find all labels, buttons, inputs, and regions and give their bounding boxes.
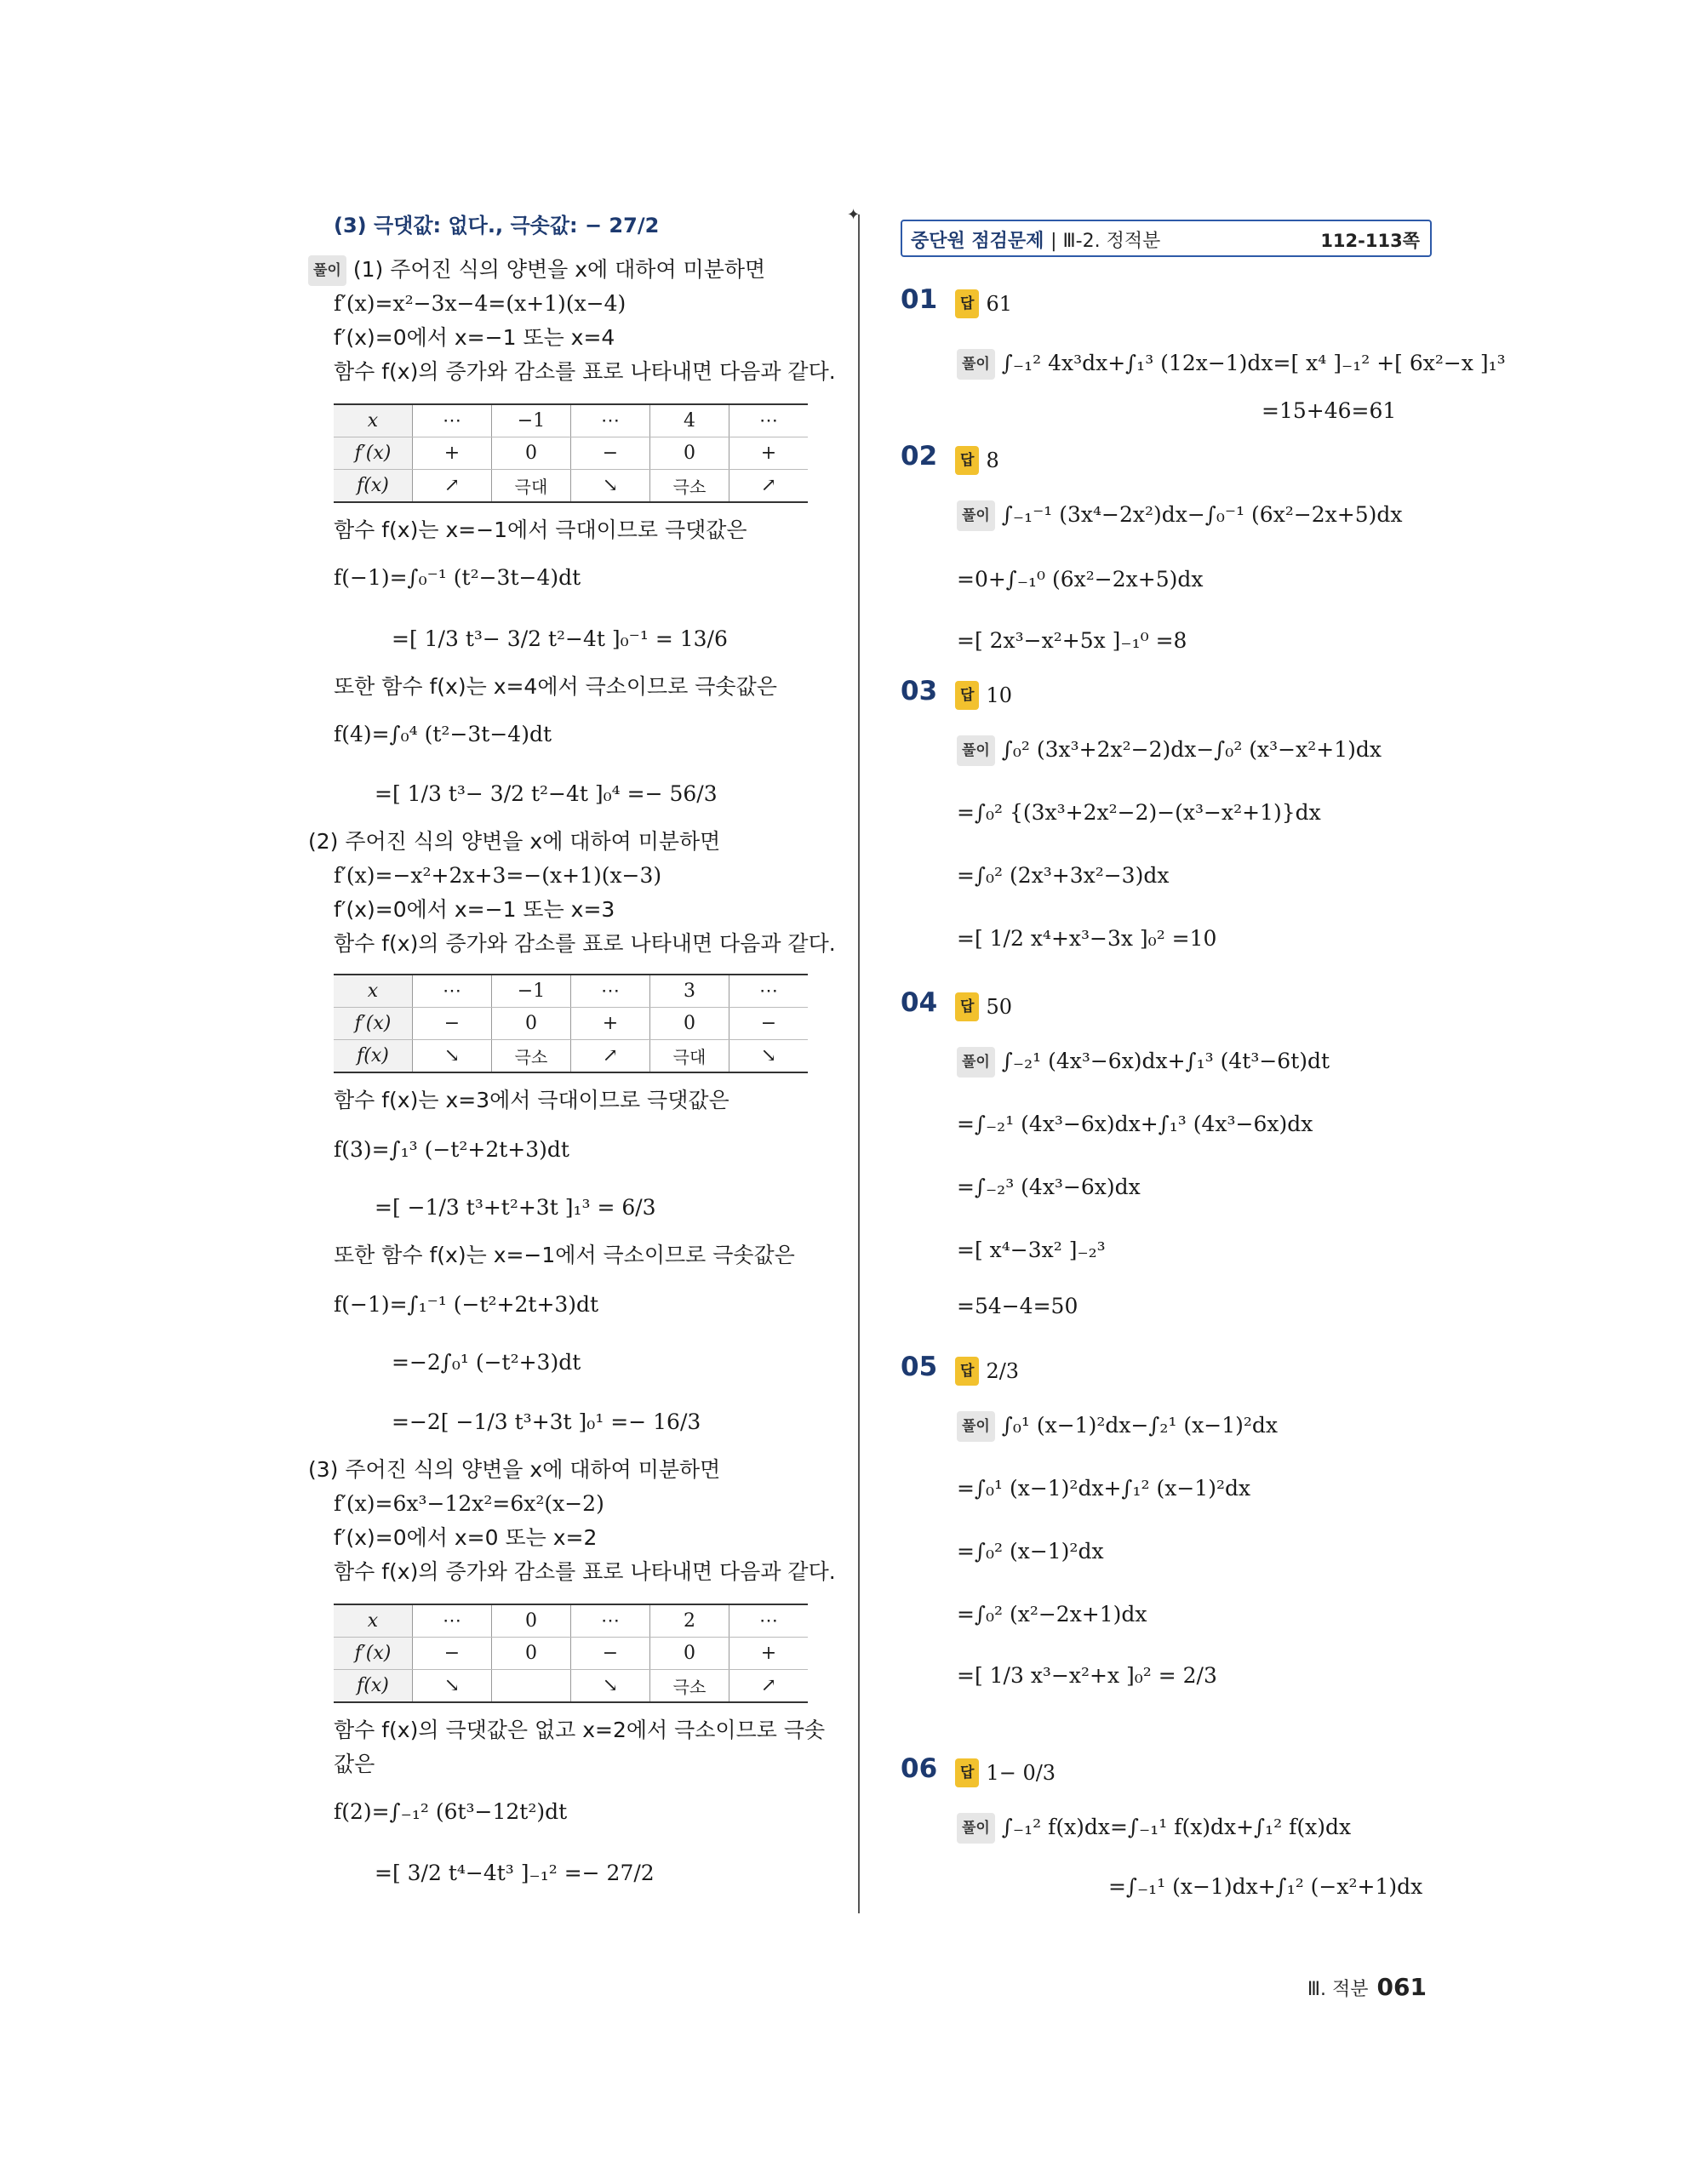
p1-line7: 또한 함수 f(x)는 x=4에서 극소이므로 극솟값은 xyxy=(334,674,777,699)
table1-cell: −1 xyxy=(492,404,571,437)
solution-label: 풀이 xyxy=(957,1411,995,1442)
table1-cell: f(x) xyxy=(334,470,413,503)
problem-number: 01 xyxy=(901,284,938,315)
answer-value: 61 xyxy=(986,292,1012,316)
answer-label: 답 xyxy=(955,1357,979,1386)
table3-cell: 0 xyxy=(650,1638,729,1670)
answer-label: 답 xyxy=(955,289,979,318)
answer-line xyxy=(955,1758,1056,1787)
p1-intro: 풀이 (1) 주어진 식의 양변을 x에 대하여 미분하면 xyxy=(308,255,765,286)
solution-line: =∫₀² {(3x³+2x²−2)−(x³−x²+1)}dx xyxy=(957,800,1321,825)
table1-cell: ↗ xyxy=(413,470,492,503)
answer-line xyxy=(955,446,999,475)
table1-cell: f′(x) xyxy=(334,437,413,470)
p1-line2: f′(x)=0에서 x=−1 또는 x=4 xyxy=(334,325,615,350)
table2-cell: ↗ xyxy=(571,1040,650,1073)
solution-line: =∫₀² (2x³+3x²−3)dx xyxy=(957,863,1170,888)
table2-cell: 0 xyxy=(650,1008,729,1040)
p2-line2: f′(x)=0에서 x=−1 또는 x=3 xyxy=(334,897,615,922)
table3-cell: ↘ xyxy=(571,1670,650,1703)
p1-line9: =[ 1/3 t³− 3/2 t²−4t ]₀⁴ =− 56/3 xyxy=(375,781,718,806)
p2-line9: =−2∫₀¹ (−t²+3)dt xyxy=(392,1350,581,1375)
table2-cell: ⋯ xyxy=(571,975,650,1008)
table2-cell: f′(x) xyxy=(334,1008,413,1040)
solution-line: =∫₋₂¹ (4x³−6x)dx+∫₁³ (4x³−6x)dx xyxy=(957,1112,1313,1136)
table2-row xyxy=(334,1008,808,1040)
problem-number: 02 xyxy=(901,441,938,472)
solution-line: =54−4=50 xyxy=(957,1294,1078,1318)
solution-line: 풀이 ∫₀² (3x³+2x²−2)dx−∫₀² (x³−x²+1)dx xyxy=(957,735,1382,766)
solution-line: =[ x⁴−3x² ]₋₂³ xyxy=(957,1238,1106,1262)
solution-line: =[ 1/2 x⁴+x³−3x ]₀² =10 xyxy=(957,926,1217,951)
table3-row xyxy=(334,1670,808,1703)
footer-section: Ⅲ. 적분 xyxy=(1307,1979,1369,2000)
answer-line xyxy=(955,1357,1019,1386)
table2-cell: 극대 xyxy=(650,1040,729,1073)
table1-cell: 극소 xyxy=(650,470,729,503)
table3-cell: − xyxy=(571,1638,650,1670)
section-subtitle: | Ⅲ-2. 정적분 xyxy=(1050,231,1161,252)
section-header xyxy=(901,220,1432,257)
table2-cell: f(x) xyxy=(334,1040,413,1073)
table1-cell: ⋯ xyxy=(729,404,809,437)
solution-line: 풀이 ∫₋₁⁻¹ (3x⁴−2x²)dx−∫₀⁻¹ (6x²−2x+5)dx xyxy=(957,500,1402,531)
table1-row xyxy=(334,437,808,470)
answer-value: 1− 0/3 xyxy=(986,1761,1056,1785)
table2-cell: ↘ xyxy=(413,1040,492,1073)
solution-line: =0+∫₋₁⁰ (6x²−2x+5)dx xyxy=(957,567,1204,592)
answer-label: 답 xyxy=(955,992,979,1021)
solution-label: 풀이 xyxy=(308,255,346,286)
variation-table-1 xyxy=(334,403,808,503)
answer-label: 답 xyxy=(955,446,979,475)
table3-cell: ⋯ xyxy=(571,1604,650,1638)
solution-label: 풀이 xyxy=(957,500,995,531)
table1-cell: + xyxy=(729,437,809,470)
answer-value: 10 xyxy=(986,683,1012,707)
page-number: 061 xyxy=(1376,1973,1427,2001)
table1-cell: ⋯ xyxy=(413,404,492,437)
table3-cell: ⋯ xyxy=(413,1604,492,1638)
table2-cell: 3 xyxy=(650,975,729,1008)
table3-row xyxy=(334,1638,808,1670)
answer-label: 답 xyxy=(955,681,979,710)
table3-cell: 2 xyxy=(650,1604,729,1638)
table2-cell: ⋯ xyxy=(413,975,492,1008)
table3-cell: ↘ xyxy=(413,1670,492,1703)
p1-line8: f(4)=∫₀⁴ (t²−3t−4)dt xyxy=(334,722,552,746)
variation-table-2 xyxy=(334,974,808,1073)
solution-line: =∫₋₂³ (4x³−6x)dx xyxy=(957,1175,1141,1199)
table1-cell: 0 xyxy=(650,437,729,470)
p3-line1: f′(x)=6x³−12x²=6x²(x−2) xyxy=(334,1491,604,1516)
problem-number: 03 xyxy=(901,676,938,706)
p2-line3: 함수 f(x)의 증가와 감소를 표로 나타내면 다음과 같다. xyxy=(334,931,836,956)
solution-line: =∫₀¹ (x−1)²dx+∫₁² (x−1)²dx xyxy=(957,1476,1251,1501)
section-title: 중단원 점검문제 | Ⅲ-2. 정적분 xyxy=(911,231,1161,252)
table3-cell: 0 xyxy=(492,1638,571,1670)
column-divider xyxy=(858,214,860,1913)
p2-line10: =−2[ −1/3 t³+3t ]₀¹ =− 16/3 xyxy=(392,1409,701,1434)
p2-line5: f(3)=∫₁³ (−t²+2t+3)dt xyxy=(334,1137,569,1162)
table2-cell: + xyxy=(571,1008,650,1040)
table3-cell: − xyxy=(413,1638,492,1670)
solution-line: =[ 2x³−x²+5x ]₋₁⁰ =8 xyxy=(957,628,1187,653)
solution-line: =15+46=61 xyxy=(1262,398,1397,423)
table3-cell: ↗ xyxy=(729,1670,809,1703)
solution-line: =∫₀² (x²−2x+1)dx xyxy=(957,1602,1147,1627)
solution-label: 풀이 xyxy=(957,349,995,380)
answer-line xyxy=(955,992,1012,1021)
table3-cell: ⋯ xyxy=(729,1604,809,1638)
table3-cell: f(x) xyxy=(334,1670,413,1703)
table3-cell: 0 xyxy=(492,1604,571,1638)
answer-label: 답 xyxy=(955,1758,979,1787)
p1-line6: =[ 1/3 t³− 3/2 t²−4t ]₀⁻¹ = 13/6 xyxy=(392,626,728,651)
p3-line2: f′(x)=0에서 x=0 또는 x=2 xyxy=(334,1525,598,1550)
variation-table-3 xyxy=(334,1604,808,1703)
bookmark-icon: ✦ xyxy=(847,206,861,224)
solution-label: 풀이 xyxy=(957,1047,995,1078)
table1-cell: 4 xyxy=(650,404,729,437)
p1-line3: 함수 f(x)의 증가와 감소를 표로 나타내면 다음과 같다. xyxy=(334,359,836,384)
solution-line: 풀이 ∫₀¹ (x−1)²dx−∫₂¹ (x−1)²dx xyxy=(957,1411,1278,1442)
p2-line4: 함수 f(x)는 x=3에서 극대이므로 극댓값은 xyxy=(334,1088,729,1112)
solution-line: 풀이 ∫₋₂¹ (4x³−6x)dx+∫₁³ (4t³−6t)dt xyxy=(957,1047,1330,1078)
table2-cell: 극소 xyxy=(492,1040,571,1073)
answer-value: 8 xyxy=(986,449,999,472)
table1-row xyxy=(334,470,808,503)
table2-cell: ⋯ xyxy=(729,975,809,1008)
p3-line5: 값은 xyxy=(334,1752,375,1776)
p1-line5: f(−1)=∫₀⁻¹ (t²−3t−4)dt xyxy=(334,565,581,590)
table1-cell: 0 xyxy=(492,437,571,470)
solution-line: 풀이 ∫₋₁² f(x)dx=∫₋₁¹ f(x)dx+∫₁² f(x)dx xyxy=(957,1813,1351,1844)
table2-row xyxy=(334,1040,808,1073)
table1-cell: ↗ xyxy=(729,470,809,503)
solution-line: =∫₀² (x−1)²dx xyxy=(957,1539,1104,1564)
table1-row xyxy=(334,404,808,437)
table3-row xyxy=(334,1604,808,1638)
p2-line8: f(−1)=∫₁⁻¹ (−t²+2t+3)dt xyxy=(334,1292,599,1317)
p2-line6: =[ −1/3 t³+t²+3t ]₁³ = 6/3 xyxy=(375,1195,656,1220)
solution-label: 풀이 xyxy=(957,735,995,766)
answer-line xyxy=(955,681,1012,710)
table1-cell: − xyxy=(571,437,650,470)
table3-cell: x xyxy=(334,1604,413,1638)
page-range: 112-113쪽 xyxy=(1320,231,1420,251)
top-answer: (3) 극댓값: 없다., 극솟값: − 27/2 xyxy=(334,214,660,237)
table3-cell: f′(x) xyxy=(334,1638,413,1670)
table1-cell: 극대 xyxy=(492,470,571,503)
table3-cell: + xyxy=(729,1638,809,1670)
solution-line: =[ 1/3 x³−x²+x ]₀² = 2/3 xyxy=(957,1663,1217,1688)
table2-cell: − xyxy=(729,1008,809,1040)
p3-intro: (3) 주어진 식의 양변을 x에 대하여 미분하면 xyxy=(308,1457,721,1482)
table2-cell: x xyxy=(334,975,413,1008)
p2-intro: (2) 주어진 식의 양변을 x에 대하여 미분하면 xyxy=(308,829,721,854)
p2-line7: 또한 함수 f(x)는 x=−1에서 극소이므로 극솟값은 xyxy=(334,1243,795,1267)
table2-cell: − xyxy=(413,1008,492,1040)
p3-line3: 함수 f(x)의 증가와 감소를 표로 나타내면 다음과 같다. xyxy=(334,1559,836,1584)
p2-line1: f′(x)=−x²+2x+3=−(x+1)(x−3) xyxy=(334,863,662,888)
table3-cell xyxy=(492,1670,571,1703)
table2-cell: −1 xyxy=(492,975,571,1008)
p3-line4: 함수 f(x)의 극댓값은 없고 x=2에서 극소이므로 극솟 xyxy=(334,1718,826,1742)
table2-cell: 0 xyxy=(492,1008,571,1040)
table1-cell: ⋯ xyxy=(571,404,650,437)
table3-cell: 극소 xyxy=(650,1670,729,1703)
table2-row xyxy=(334,975,808,1008)
p1-line1: f′(x)=x²−3x−4=(x+1)(x−4) xyxy=(334,291,626,316)
table1-cell: ↘ xyxy=(571,470,650,503)
solution-line: =∫₋₁¹ (x−1)dx+∫₁² (−x²+1)dx xyxy=(1108,1874,1423,1899)
answer-line xyxy=(955,289,1012,318)
problem-number: 05 xyxy=(901,1352,938,1382)
problem-number: 06 xyxy=(901,1753,938,1784)
answer-value: 50 xyxy=(986,995,1012,1019)
problem-number: 04 xyxy=(901,987,938,1018)
solution-label: 풀이 xyxy=(957,1813,995,1844)
answer-value: 2/3 xyxy=(986,1359,1020,1383)
table1-cell: x xyxy=(334,404,413,437)
solution-line: 풀이 ∫₋₁² 4x³dx+∫₁³ (12x−1)dx=[ x⁴ ]₋₁² +[ 6x²−x ]₁³ xyxy=(957,349,1506,380)
page-footer xyxy=(1307,1973,1427,2001)
table2-cell: ↘ xyxy=(729,1040,809,1073)
p3-line7: =[ 3/2 t⁴−4t³ ]₋₁² =− 27/2 xyxy=(375,1861,655,1885)
p3-line6: f(2)=∫₋₁² (6t³−12t²)dt xyxy=(334,1799,568,1824)
table1-cell: + xyxy=(413,437,492,470)
p1-line4: 함수 f(x)는 x=−1에서 극대이므로 극댓값은 xyxy=(334,517,747,542)
